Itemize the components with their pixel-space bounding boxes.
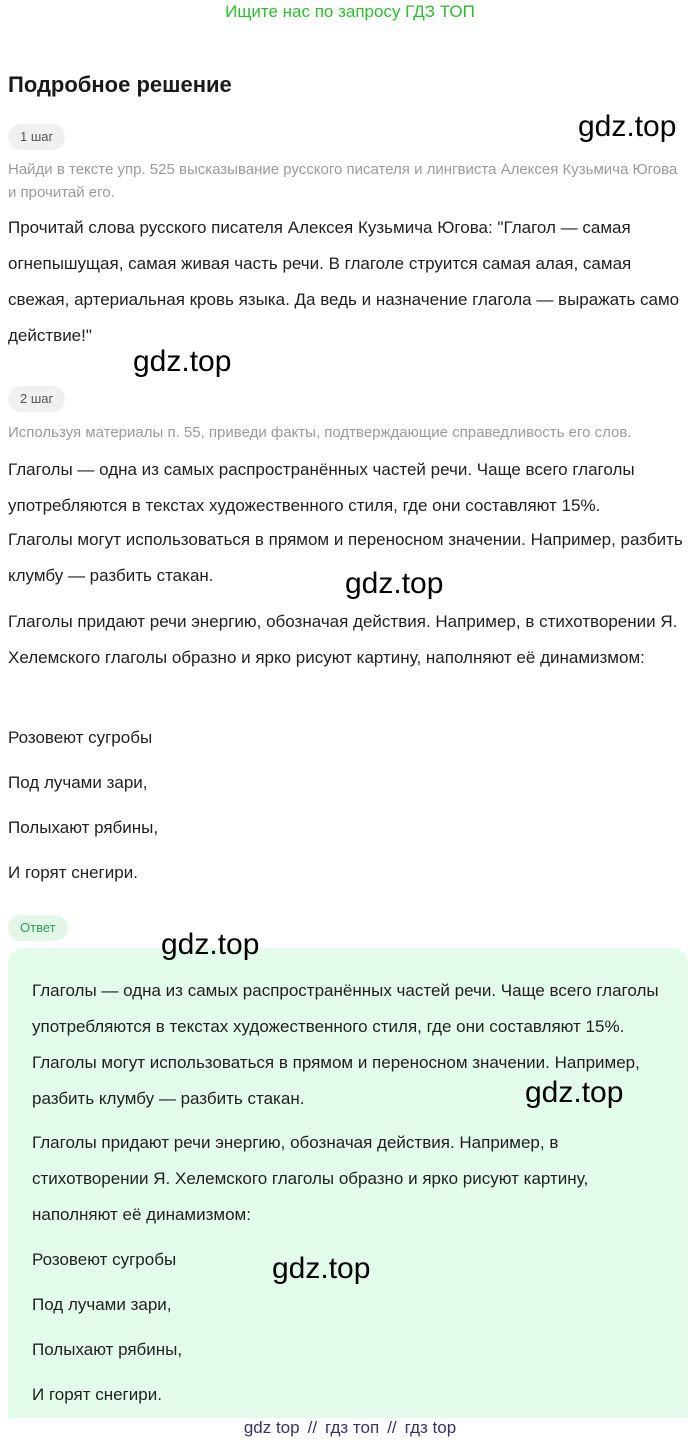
step-2-paragraph: Глаголы могут использоваться в прямом и переносном значении. Например, разбить клумбу — разбить стакан.	[8, 530, 683, 585]
watermark-text: gdz.top	[161, 928, 260, 961]
step-1-hint: Найди в тексте упр. 525 высказывание русского писателя и лингвиста Алексея Кузьмича Югова и прочитай его.	[8, 161, 678, 201]
poem-line: Розовеют сугробы	[32, 1250, 177, 1269]
poem-line: Розовеют сугробы	[8, 728, 153, 747]
footer-separator: //	[307, 1418, 318, 1437]
answer-paragraph: Глаголы — одна из самых распространённых частей речи. Чаще всего глаголы употребляются в текстах художественного стиля, где они составляют 15%. Глаголы могут использоваться в прямом и переносном значении. Например, разбить клумбу — разбить стакан.	[32, 981, 659, 1108]
step-2-paragraph: Глаголы придают речи энергию, обозначая действия. Например, в стихотворении Я. Хелемского глаголы образно и ярко рисуют картину, наполняют её динамизмом:	[8, 612, 678, 667]
step-1-text: Прочитай слова русского писателя Алексея Кузьмича Югова: "Глагол — самая огнепышущая, самая живая часть речи. В глаголе струится самая алая, самая свежая, артериальная кровь языка. Да ведь и назначение глагола — выражать само действие!"	[8, 218, 680, 345]
poem-line: И горят снегири.	[32, 1385, 162, 1404]
poem-line: Под лучами зари,	[32, 1295, 172, 1314]
watermark-text: gdz.top	[578, 110, 677, 143]
section-title: Подробное решение	[8, 72, 232, 97]
watermark-text: gdz.top	[345, 567, 444, 600]
step-2-badge: 2 шаг	[8, 386, 65, 412]
watermark-text: gdz.top	[525, 1076, 624, 1109]
footer-link[interactable]: гдз top	[404, 1418, 457, 1437]
step-2-hint: Используя материалы п. 55, приведи факты, подтверждающие справедливость его слов.	[8, 424, 632, 441]
footer-link[interactable]: гдз топ	[325, 1418, 380, 1437]
poem-line: И горят снегири.	[8, 863, 138, 882]
watermark-text: gdz.top	[133, 345, 232, 378]
answer-badge: Ответ	[8, 915, 68, 941]
footer-separator: //	[387, 1418, 397, 1437]
footer-links	[0, 1418, 700, 1438]
step-2-paragraph: Глаголы — одна из самых распространённых частей речи. Чаще всего глаголы употребляются в текстах художественного стиля, где они составляют 15%.	[8, 460, 635, 515]
search-banner: Ищите нас по запросу ГДЗ ТОП	[225, 2, 475, 21]
watermark-text: gdz.top	[272, 1252, 371, 1285]
footer-link[interactable]: gdz top	[243, 1418, 300, 1437]
poem-line: Под лучами зари,	[8, 773, 148, 792]
step-1-badge: 1 шаг	[8, 124, 65, 150]
poem-line: Полыхают рябины,	[32, 1340, 183, 1359]
poem-line: Полыхают рябины,	[8, 818, 159, 837]
answer-paragraph: Глаголы придают речи энергию, обозначая действия. Например, в стихотворении Я. Хелемского глаголы образно и ярко рисуют картину, наполняют её динамизмом:	[32, 1133, 589, 1224]
